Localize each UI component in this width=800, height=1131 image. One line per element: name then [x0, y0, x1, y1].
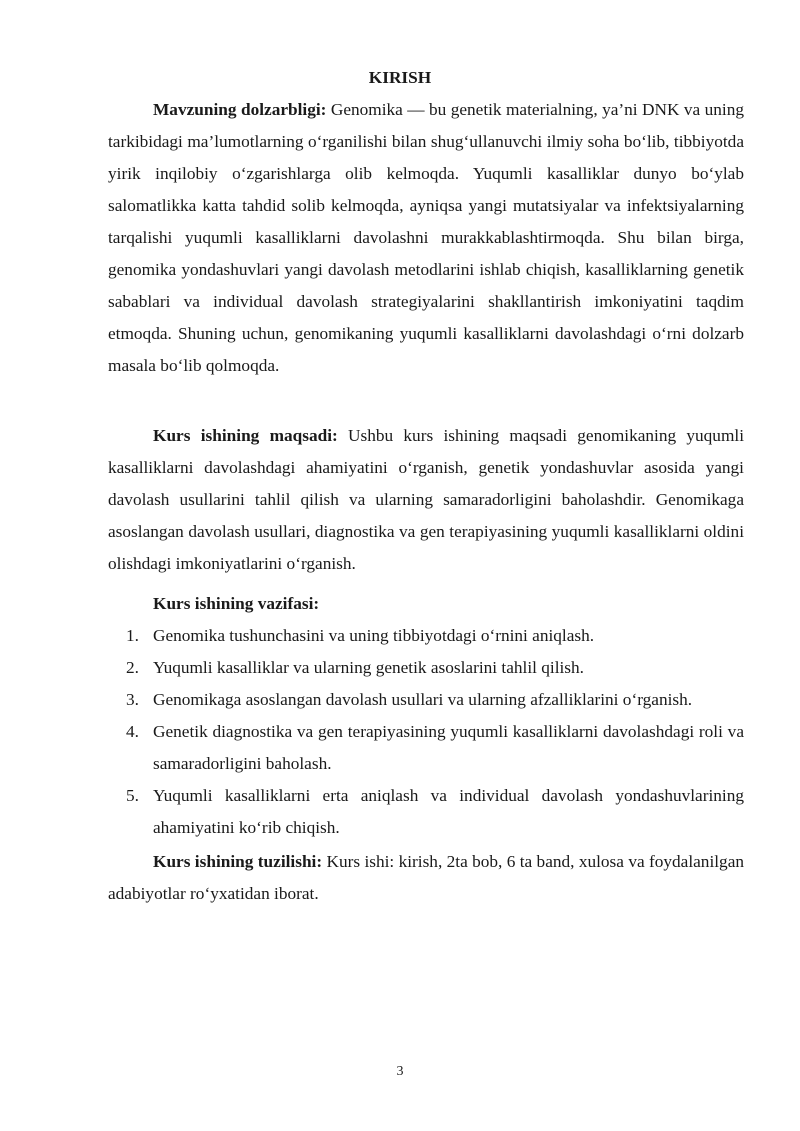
- relevance-paragraph: [108, 94, 744, 382]
- list-item-text: Yuqumli kasalliklar va ularning genetik asoslarini tahlil qilish.: [153, 658, 584, 677]
- list-item: [108, 716, 744, 780]
- page-title: KIRISH: [368, 68, 432, 87]
- structure-lead: Kurs ishining tuzilishi:: [153, 852, 323, 871]
- list-item-number: 3.: [126, 690, 139, 709]
- relevance-text: Genomika — bu genetik materialning, ya’ni DNK va uning tarkibidagi ma’lumotlarning o‘rganilishi bilan shug‘ullanuvchi ilmiy soha bo‘lib, tibbiyotda yirik inqilobiy o‘zgarishlarga olib kelmoqda. Yuqumli kasalliklar dunyo bo‘ylab salomatlikka katta tahdid solib kelmoqda, ayniqsa yangi mutatsiyalar va infektsiyalarning tarqalishi yuqumli kasalliklarni davolashni murakkablashtirmoqda. Shu bilan birga, genomika yondashuvlari yangi davolash metodlarini ishlab chiqish, kasalliklarning genetik sabablari va individual davolash strategiyalarini shakllantirish imkoniyatini taqdim etmoqda. Shuning uchun, genomikaning yuqumli kasalliklarni davolashdagi o‘rni dolzarb masala bo‘lib qolmoqda.: [108, 100, 744, 375]
- list-item: [108, 684, 744, 716]
- goal-text: Ushbu kurs ishining maqsadi genomikaning yuqumli kasalliklarni davolashdagi ahamiyatini o‘rganish, genetik yondashuvlar asosida yangi davolash usullarini tahlil qilish va ularning samaradorligini baholashdir. Genomikaga asoslangan davolash usullari, diagnostika va gen terapiyasining yuqumli kasalliklarni oldini olishdagi imkoniyatlarini o‘rganish.: [108, 426, 744, 573]
- list-item-text: Genomikaga asoslangan davolash usullari va ularning afzalliklarini o‘rganish.: [153, 690, 693, 709]
- list-item-number: 2.: [126, 658, 139, 677]
- list-item-number: 1.: [126, 626, 139, 645]
- list-item-text: Yuqumli kasalliklarni erta aniqlash va individual davolash yondashuvlarining ahamiyatini ko‘rib chiqish.: [153, 786, 744, 837]
- goal-lead: Kurs ishining maqsadi:: [153, 426, 338, 445]
- relevance-lead: Mavzuning dolzarbligi:: [153, 100, 327, 119]
- goal-paragraph: [108, 420, 744, 580]
- structure-text: Kurs ishi: kirish, 2ta bob, 6 ta band, xulosa va foydalanilgan adabiyotlar ro‘yxatidan iborat.: [108, 852, 745, 903]
- list-item-number: 5.: [126, 786, 139, 805]
- structure-paragraph: [108, 846, 744, 910]
- tasks-list: [108, 620, 744, 844]
- tasks-heading: Kurs ishining vazifasi:: [153, 594, 320, 613]
- list-item: [108, 652, 744, 684]
- page-number: 3: [396, 1064, 404, 1079]
- list-item: [108, 780, 744, 844]
- list-item-number: 4.: [126, 722, 139, 741]
- list-item: [108, 620, 744, 652]
- list-item-text: Genetik diagnostika va gen terapiyasining yuqumli kasalliklarni davolashdagi roli va samaradorligini baholash.: [153, 722, 744, 773]
- list-item-text: Genomika tushunchasini va uning tibbiyotdagi o‘rnini aniqlash.: [153, 626, 595, 645]
